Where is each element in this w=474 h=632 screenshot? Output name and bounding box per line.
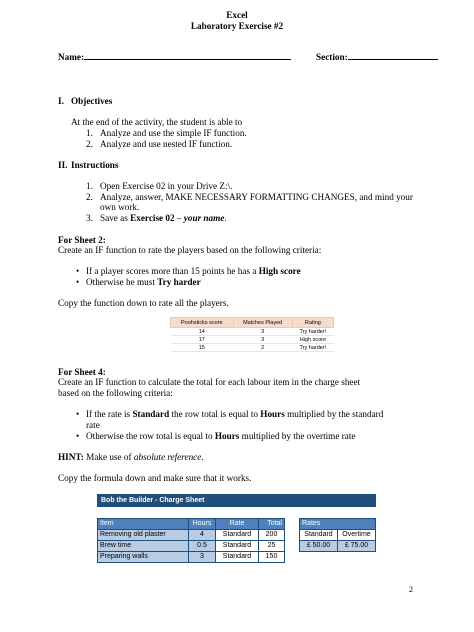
page-number: 2	[409, 585, 413, 594]
name-label: Name:	[58, 52, 85, 62]
bullet-bold: Standard	[132, 409, 170, 419]
table-cell: 4	[189, 530, 216, 541]
save-your-name: your name	[183, 213, 225, 223]
section-field	[316, 51, 438, 63]
save-dash: –	[174, 213, 184, 223]
col-header: Poohsticks score	[171, 318, 234, 328]
table-cell: Standard	[216, 530, 259, 541]
charge-sheet-title: Bob the Builder - Charge Sheet	[97, 494, 376, 507]
col-header: Total	[259, 519, 285, 530]
rates-header-row	[300, 530, 376, 541]
objective-num: 2.	[86, 139, 93, 149]
rating-table-header	[171, 318, 334, 328]
sheet2-copy-note: Copy the function down to rate all the players.	[58, 298, 229, 308]
table-cell: Try harder!	[292, 344, 333, 352]
hint-period: .	[201, 452, 204, 462]
bullet-text: If a player scores more than 15 points he has a	[86, 266, 259, 276]
table-row	[98, 530, 285, 541]
col-header: Hours	[189, 519, 216, 530]
bullet-icon: •	[76, 409, 80, 419]
table-row	[98, 552, 285, 563]
table-cell: 2	[233, 344, 292, 352]
hint-label: HINT:	[58, 452, 84, 462]
hint-text: Make use of	[83, 452, 134, 462]
bullet-text: Otherwise he must	[86, 277, 158, 287]
doc-title: Laboratory Exercise #2	[190, 21, 284, 31]
bullet-bold: Try harder	[157, 277, 201, 287]
bullet-text: Otherwise the row total is equal to	[86, 431, 215, 441]
table-cell: 200	[259, 530, 285, 541]
instructions-heading: Instructions	[71, 160, 119, 170]
instruction-num: 2.	[86, 192, 93, 202]
rates-header: Overtime	[338, 530, 376, 541]
sheet4-intro-cont: based on the following criteria:	[58, 388, 173, 398]
table-cell: 150	[259, 552, 285, 563]
rates-title-row	[300, 519, 376, 530]
rates-value: £ 75.00	[338, 541, 376, 552]
bullet-bold: Hours	[214, 431, 240, 441]
instructions-number: II.	[58, 160, 68, 170]
rates-header: Standard	[300, 530, 338, 541]
sheet4-bullet	[86, 409, 383, 420]
col-header: Matches Played	[233, 318, 292, 328]
name-blank-line	[84, 51, 291, 60]
objective-item: Analyze and use nested IF function.	[100, 139, 233, 149]
sheet4-heading: For Sheet 4:	[58, 367, 106, 377]
bullet-icon: •	[76, 277, 80, 287]
table-cell: Standard	[216, 552, 259, 563]
table-cell: Brew time	[98, 541, 189, 552]
objectives-heading: Objectives	[71, 96, 113, 106]
sheet4-bullet-cont: rate	[86, 420, 100, 430]
table-cell: 3	[189, 552, 216, 563]
bullet-text: If the rate is	[86, 409, 133, 419]
table-row	[171, 328, 334, 336]
sheet2-bullet	[86, 266, 301, 277]
table-cell: High score	[292, 336, 333, 344]
table-cell: 14	[171, 328, 234, 336]
bullet-bold: High score	[258, 266, 301, 276]
table-cell: 0.5	[189, 541, 216, 552]
save-prefix: Save as	[100, 213, 131, 223]
instruction-item: Open Exercise 02 in your Drive Z:\.	[100, 181, 233, 191]
sheet4-intro: Create an IF function to calculate the total for each labour item in the charge sheet	[58, 377, 361, 387]
bullet-bold: Hours	[260, 409, 285, 419]
save-filename: Exercise 02	[130, 213, 175, 223]
table-cell: 3	[233, 328, 292, 336]
table-cell: Try harder!	[292, 328, 333, 336]
instruction-item-save	[100, 213, 227, 224]
table-cell: 15	[171, 344, 234, 352]
charge-table	[97, 518, 285, 563]
table-row	[98, 541, 285, 552]
bullet-text: multiplied by the overtime rate	[239, 431, 356, 441]
bullet-text: the row total is equal to	[169, 409, 261, 419]
objectives-number: I.	[58, 96, 64, 106]
bullet-icon: •	[76, 266, 80, 276]
sheet4-copy-note: Copy the formula down and make sure that it works.	[58, 473, 252, 483]
rating-table	[170, 317, 334, 352]
table-cell: 25	[259, 541, 285, 552]
doc-app-title: Excel	[226, 10, 248, 20]
table-cell: 17	[171, 336, 234, 344]
charge-table-header	[98, 519, 285, 530]
instruction-item: Analyze, answer, MAKE NECESSARY FORMATTING CHANGES, and mind your	[100, 192, 413, 202]
col-header: Rate	[216, 519, 259, 530]
section-blank-line	[348, 51, 438, 60]
instruction-num: 3.	[86, 213, 93, 223]
rates-title: Rates	[300, 519, 376, 530]
instruction-item-cont: own work.	[100, 202, 140, 212]
table-cell: Removing old plaster	[98, 530, 189, 541]
instruction-num: 1.	[86, 181, 93, 191]
charge-sheet	[97, 494, 376, 507]
table-cell: Standard	[216, 541, 259, 552]
sheet2-bullet	[86, 277, 201, 288]
objectives-intro: At the end of the activity, the student is able to	[71, 117, 243, 127]
table-row	[171, 344, 334, 352]
col-header: Item	[98, 519, 189, 530]
bullet-text: multiplied by the standard	[284, 409, 384, 419]
name-field	[58, 51, 291, 63]
rates-table	[299, 518, 376, 552]
table-row	[171, 336, 334, 344]
table-cell: 3	[233, 336, 292, 344]
rates-value-row	[300, 541, 376, 552]
objective-num: 1.	[86, 128, 93, 138]
sheet2-heading: For Sheet 2:	[58, 235, 106, 245]
sheet2-intro: Create an IF function to rate the players based on the following criteria:	[58, 245, 322, 255]
hint-italic: absolute reference	[133, 452, 202, 462]
bullet-icon: •	[76, 431, 80, 441]
table-cell: Preparing walls	[98, 552, 189, 563]
col-header: Rating	[292, 318, 333, 328]
sheet4-bullet	[86, 431, 355, 442]
save-period: .	[224, 213, 227, 223]
section-label: Section:	[316, 52, 348, 62]
objective-item: Analyze and use the simple IF function.	[100, 128, 247, 138]
rates-value: £ 50.00	[300, 541, 338, 552]
hint-line	[58, 452, 204, 463]
